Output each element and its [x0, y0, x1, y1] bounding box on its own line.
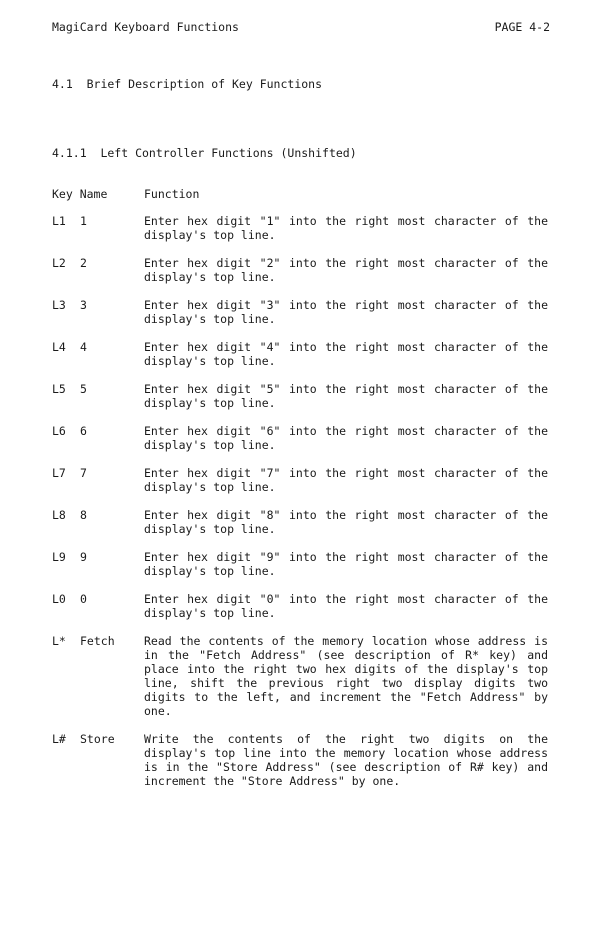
key-description: Enter hex digit "4" into the right most character of the display's top line.	[144, 340, 548, 368]
key-code: L5	[52, 382, 66, 396]
key-name: 7	[80, 466, 87, 480]
key-code: L3	[52, 298, 66, 312]
key-name: 4	[80, 340, 87, 354]
key-name: 5	[80, 382, 87, 396]
table-row	[52, 424, 548, 466]
key-name: 0	[80, 592, 87, 606]
column-header-key-name: Key Name	[52, 187, 108, 201]
key-description: Read the contents of the memory location whose address is in the "Fetch Address" (see description of R* key) and place into the right two hex digits of the display's top line, shift the previous right two display digits two digits to the left, and increment the "Fetch Address" by one.	[144, 634, 548, 718]
table-row	[52, 508, 548, 550]
table-row	[52, 382, 548, 424]
key-description: Write the contents of the right two digits on the display's top line into the memory location whose address is in the "Store Address" (see description of R# key) and increment the "Store Address" by one.	[144, 732, 548, 788]
key-name: 2	[80, 256, 87, 270]
key-description: Enter hex digit "8" into the right most character of the display's top line.	[144, 508, 548, 536]
table-row	[52, 298, 548, 340]
table-row	[52, 256, 548, 298]
key-description: Enter hex digit "9" into the right most character of the display's top line.	[144, 550, 548, 578]
table-row	[52, 340, 548, 382]
key-code: L9	[52, 550, 66, 564]
key-name: 6	[80, 424, 87, 438]
key-code: L0	[52, 592, 66, 606]
key-code: L6	[52, 424, 66, 438]
key-code: L8	[52, 508, 66, 522]
table-row	[52, 466, 548, 508]
key-description: Enter hex digit "3" into the right most character of the display's top line.	[144, 298, 548, 326]
key-code: L*	[52, 634, 66, 648]
key-code: L2	[52, 256, 66, 270]
table-row	[52, 634, 548, 732]
key-description: Enter hex digit "6" into the right most character of the display's top line.	[144, 424, 548, 452]
key-code: L7	[52, 466, 66, 480]
key-name: Store	[80, 732, 115, 746]
key-name: 1	[80, 214, 87, 228]
key-code: L#	[52, 732, 66, 746]
key-name: Fetch	[80, 634, 115, 648]
key-name: 3	[80, 298, 87, 312]
key-code: L1	[52, 214, 66, 228]
key-description: Enter hex digit "0" into the right most character of the display's top line.	[144, 592, 548, 620]
header-title: MagiCard Keyboard Functions	[52, 20, 239, 34]
table-row	[52, 592, 548, 634]
key-description: Enter hex digit "2" into the right most character of the display's top line.	[144, 256, 548, 284]
column-header-function: Function	[144, 187, 200, 201]
table-row	[52, 214, 548, 256]
key-description: Enter hex digit "1" into the right most character of the display's top line.	[144, 214, 548, 242]
table-row	[52, 550, 548, 592]
key-name: 8	[80, 508, 87, 522]
page-number: PAGE 4-2	[494, 20, 550, 34]
key-description: Enter hex digit "5" into the right most character of the display's top line.	[144, 382, 548, 410]
subsection-title: 4.1.1 Left Controller Functions (Unshifted)	[52, 146, 357, 160]
key-function-table	[52, 214, 548, 802]
key-code: L4	[52, 340, 66, 354]
table-row	[52, 732, 548, 802]
key-description: Enter hex digit "7" into the right most character of the display's top line.	[144, 466, 548, 494]
key-name: 9	[80, 550, 87, 564]
section-title: 4.1 Brief Description of Key Functions	[52, 77, 323, 91]
